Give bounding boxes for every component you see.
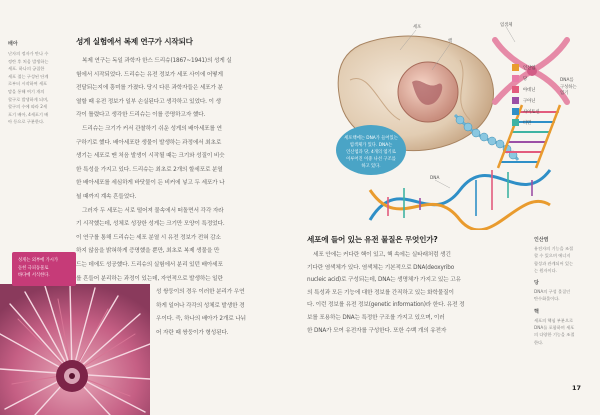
body-line: 성 쌍둥이의 경우 이러한 분리가 우연 bbox=[156, 289, 245, 296]
glossary-line: 한다. bbox=[534, 339, 544, 345]
body-line: 기다란 염색체가 있다. 염색체는 기본적으로 DNA(deoxyribo bbox=[307, 264, 455, 271]
callout-line: 인산염과 당, 4개의 염기로 bbox=[346, 150, 396, 155]
legend-label: 구아닌 bbox=[523, 98, 536, 104]
glossary-line: 세포. 하나의 궁집한 bbox=[8, 66, 45, 72]
glossary-line: 합성과 관계되어 있는 bbox=[534, 260, 574, 266]
body-line: 구하기로 했다. 배아세포란 생물이 발생하는 과정에서 최초로 bbox=[76, 139, 222, 146]
body-line: 드는 데에도 성공했다. 드리슈의 실험에서 분리 있던 배아세포 bbox=[76, 261, 223, 268]
glossary-line: 로부터 시작하여 세포 bbox=[8, 81, 48, 87]
cytosine-swatch bbox=[512, 108, 519, 115]
body-line: 한 특성을 가지고 있다. 드리슈는 최초로 2개의 할세포로 분열 bbox=[76, 166, 223, 173]
legend-item bbox=[512, 117, 592, 128]
body-line: 보를 포용하는 DNA는 특정한 구조를 가지고 있으며, 이러 bbox=[307, 314, 445, 321]
legend-base-note bbox=[560, 78, 590, 98]
body-line: nucleic acid)로 구성되는데, DNA는 생명체가 가지고 있는 고유 bbox=[307, 277, 461, 284]
diagram-callout bbox=[336, 125, 406, 175]
glossary-term: 당 bbox=[534, 280, 539, 287]
callout-line: 이루어진 이중 나선 구조를 bbox=[346, 157, 396, 162]
adenine-swatch bbox=[512, 86, 519, 93]
body-line: 생기는 세포로 맨 처음 발생이 시작될 때는 크기와 성질이 비슷 bbox=[76, 153, 225, 160]
glossary-line: 할구의 수에 따라 2세 bbox=[8, 104, 48, 110]
body-line: 복제 연구는 독일 과학자 한스 드리슈(1867~1941)의 성게 실 bbox=[82, 58, 232, 64]
thymine-swatch bbox=[512, 119, 519, 126]
body-line: 를 흔들어 분리하는 과정이 있는데, 자연적으로 발생하는 일란 bbox=[76, 275, 223, 282]
body-line: 하게 일어나 각각의 성체로 발생한 경 bbox=[156, 302, 245, 309]
phosphate-swatch bbox=[512, 64, 519, 71]
guanine-swatch bbox=[512, 97, 519, 104]
legend-note-line: 염기 bbox=[560, 91, 569, 96]
body-line: 각이 틀렸다고 생각한 드리슈는 이를 증명하고자 했다. bbox=[76, 112, 206, 119]
caption-line: 바다에 서식한다. bbox=[18, 273, 50, 279]
body-line: 다. 이런 정보를 유전 정보(genetic information)라 한다. 유전 정 bbox=[307, 302, 465, 309]
body-line: 열할 때 유전 정보가 일부 손실된다고 생각하고 있었다. 이 생 bbox=[76, 98, 221, 105]
glossary-definition bbox=[8, 50, 70, 126]
sea-urchin-photo bbox=[0, 284, 150, 415]
legend-label: 아데닌 bbox=[523, 87, 536, 93]
legend-label: 사이토신 bbox=[523, 109, 540, 115]
page-number: 17 bbox=[572, 384, 582, 392]
body-line: 하지 않음을 밝혀하게 증명했을 뿐만, 최초로 복제 생물을 만 bbox=[76, 248, 220, 255]
glossary-term: 배아 bbox=[8, 41, 18, 47]
legend-label: 당 bbox=[523, 76, 528, 82]
label-dna: DNA bbox=[430, 176, 440, 181]
body-line: 험에서 시작되었다. 드리슈는 유전 정보가 세포 사이에 어떻게 bbox=[76, 71, 223, 78]
glossary-line: DNA를 포함하며 세포 bbox=[534, 325, 575, 331]
body-line: 한 DNA가 모여 유전자를 구성한다. 또한 수백 개의 유전자 bbox=[307, 327, 447, 334]
body-line: 뉠 때까지 계속 흔들었다. bbox=[76, 193, 137, 200]
article-genetic-material bbox=[307, 234, 515, 337]
caption-line: 돋힌 극피동물로 bbox=[18, 265, 49, 271]
legend-note-line: 구성하는 bbox=[560, 84, 577, 90]
body-line: 한 배아세포를 세심하게 바닷물이 든 비커에 넣고 두 세포가 나 bbox=[76, 180, 225, 187]
glossary-definition bbox=[534, 245, 596, 274]
legend-note-line: DNA를 bbox=[560, 78, 574, 83]
callout-line: 하고 있다. bbox=[361, 164, 381, 169]
glossary-line: 난자의 정자가 만나 수 bbox=[8, 51, 49, 56]
glossary-line: 정란 후 처음 발생하는 bbox=[8, 58, 49, 64]
glossary-line: 세포 접는 구성된 단계 bbox=[8, 73, 49, 79]
glossary-definition bbox=[534, 317, 596, 346]
body-line: 그러자 두 세포는 서로 떨어져 물속에서 떠돌면서 각각 자라 bbox=[82, 207, 224, 214]
callout-line: 세포핵에는 DNA가 들어있는 bbox=[344, 136, 398, 141]
glossary-line: 의 다양한 기능을 조절 bbox=[534, 332, 575, 338]
glossary-definition bbox=[534, 288, 596, 303]
label-nucleus: 핵 bbox=[448, 39, 453, 44]
glossary-line: 할구로 발생하게 되며, bbox=[8, 96, 49, 102]
section-title: 성게 실험에서 복제 연구가 시작되다 bbox=[76, 37, 193, 46]
legend-label: 티민 bbox=[523, 120, 532, 126]
glossary-left bbox=[8, 40, 70, 126]
callout-line: 염색체가 있다. DNA는 bbox=[349, 143, 393, 148]
glossary-term: 인산염 bbox=[534, 237, 549, 243]
glossary-line: 는 원자이다. bbox=[534, 267, 557, 273]
glossary-line: 할 수 있으며 에너지 bbox=[534, 253, 571, 259]
glossary-line: 포기 배아, 4세포기 배 bbox=[8, 111, 49, 117]
glossary-line: 아 등으로 구분한다. bbox=[8, 119, 45, 125]
label-cell: 세포 bbox=[413, 25, 422, 30]
body-line: 드리슈는 크기가 커서 관찰하기 쉬운 성게의 배아세포를 연 bbox=[82, 125, 222, 132]
body-line: 우이다. 즉, 하나의 배아가 2개로 나뉘 bbox=[156, 316, 246, 323]
caption-line: 성게는 외부에 가시가 bbox=[18, 258, 59, 263]
legend-item bbox=[512, 62, 592, 73]
urchin-caption-box bbox=[12, 252, 76, 286]
dna-legend bbox=[512, 62, 592, 128]
section-title: 세포에 들어 있는 유전 물질은 무엇인가? bbox=[307, 235, 438, 244]
glossary-right bbox=[534, 234, 596, 351]
sugar-swatch bbox=[512, 75, 519, 82]
body-line: 전달되는지에 흥미를 가졌다. 당시 다른 과학자들은 세포가 분 bbox=[76, 85, 223, 92]
glossary-line: 세포의 핵심 부분으로 bbox=[534, 317, 574, 323]
glossary-term: 핵 bbox=[534, 308, 539, 315]
body-line: 어 자란 때 쌍둥이가 형성된다. bbox=[156, 329, 229, 336]
glossary-line: 탄수화물이다. bbox=[534, 296, 560, 302]
body-line: 세포 안에는 커다란 핵이 있고, 핵 속에는 실타래처럼 생긴 bbox=[313, 252, 451, 258]
body-line: 의 특성과 모든 기능에 대한 정보를 간직하고 있는 화학물질이 bbox=[307, 289, 454, 296]
glossary-line: 맘을 통해 여기 개의 bbox=[8, 88, 45, 94]
legend-item bbox=[512, 106, 592, 117]
label-chromosome: 염색체 bbox=[500, 23, 513, 28]
glossary-line: 유전자의 기능을 조절 bbox=[534, 246, 574, 251]
glossary-line: DNA의 구성 물질인 bbox=[534, 289, 571, 295]
body-line: 이 연구를 통해 드리슈는 세포 분열 시 유전 정보가 전혀 감소 bbox=[76, 234, 221, 241]
legend-label: 인산염 bbox=[523, 65, 536, 71]
body-line: 기 시작했는데, 성체로 성장한 성게는 크기만 모양이 특정었다. bbox=[76, 221, 225, 228]
